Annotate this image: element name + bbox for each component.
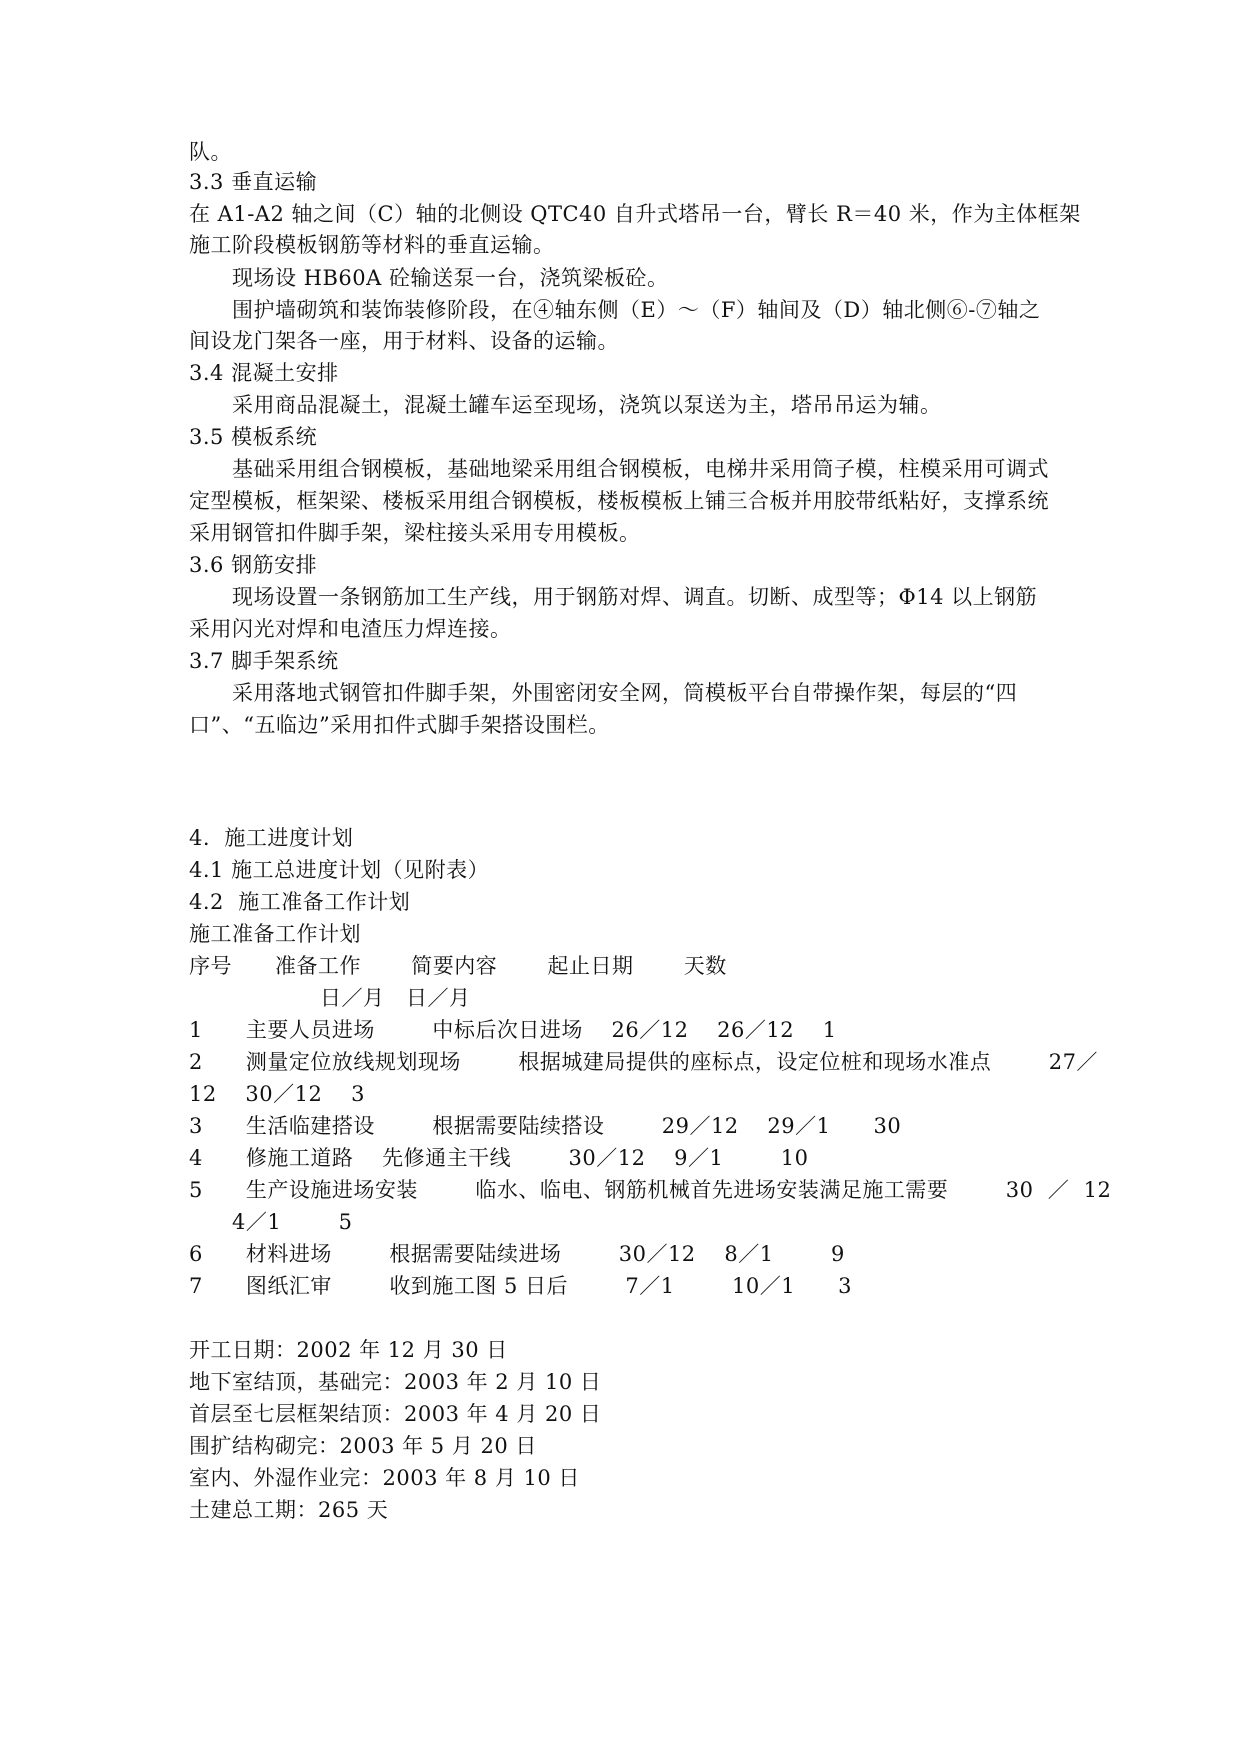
milestone-total-duration: 土建总工期：265 天 — [189, 1498, 389, 1522]
paragraph-3-5-line-2: 定型模板，框架梁、楼板采用组合钢模板，楼板模板上铺三合板并用胶带纸粘好，支撑系统 — [189, 489, 1049, 513]
table-row: 3 生活临建搭设 根据需要陆续搭设 29／12 29／1 30 — [189, 1114, 902, 1138]
paragraph-gantry-line-1: 围护墙砌筑和装饰装修阶段，在④轴东侧（E）～（F）轴间及（D）轴北侧⑥-⑦轴之 — [232, 298, 1041, 322]
paragraph-3-3-line-2: 施工阶段模板钢筋等材料的垂直运输。 — [189, 233, 555, 257]
table-row: 7 图纸汇审 收到施工图 5 日后 7／1 10／1 3 — [189, 1274, 853, 1298]
milestone-frame: 首层至七层框架结顶：2003 年 4 月 20 日 — [189, 1402, 602, 1426]
milestone-start-date: 开工日期：2002 年 12 月 30 日 — [189, 1338, 508, 1362]
paragraph-3-4: 采用商品混凝土，混凝土罐车运至现场，浇筑以泵送为主，塔吊吊运为辅。 — [232, 393, 942, 417]
table-row: 2 测量定位放线规划现场 根据城建局提供的座标点，设定位桩和现场水准点 27／ — [189, 1050, 1098, 1074]
milestone-wet-work: 室内、外湿作业完：2003 年 8 月 10 日 — [189, 1466, 580, 1490]
paragraph-3-5-line-1: 基础采用组合钢模板，基础地梁采用组合钢模板，电梯井采用筒子模，柱模采用可调式 — [232, 457, 1049, 481]
table-row-continuation: 4／1 5 — [232, 1210, 353, 1234]
text-line-dui: 队。 — [189, 140, 232, 164]
paragraph-gantry-line-2: 间设龙门架各一座，用于材料、设备的运输。 — [189, 329, 619, 353]
paragraph-3-6-line-1: 现场设置一条钢筋加工生产线，用于钢筋对焊、调直。切断、成型等；Φ14 以上钢筋 — [232, 585, 1038, 609]
table-header: 序号 准备工作 简要内容 起止日期 天数 — [189, 954, 727, 978]
milestone-enclosure: 围扩结构砌完：2003 年 5 月 20 日 — [189, 1434, 537, 1458]
heading-3-7: 3.7 脚手架系统 — [189, 649, 339, 673]
milestone-basement: 地下室结顶，基础完：2003 年 2 月 10 日 — [189, 1370, 602, 1394]
table-row: 4 修施工道路 先修通主干线 30／12 9／1 10 — [189, 1146, 809, 1170]
table-row: 1 主要人员进场 中标后次日进场 26／12 26／12 1 — [189, 1018, 837, 1042]
table-row: 6 材料进场 根据需要陆续进场 30／12 8／1 9 — [189, 1242, 845, 1266]
paragraph-3-7-line-2: 口”、“五临边”采用扣件式脚手架搭设围栏。 — [189, 713, 610, 737]
heading-3-3: 3.3 垂直运输 — [189, 170, 318, 194]
paragraph-3-3-line-1: 在 A1-A2 轴之间（C）轴的北侧设 QTC40 自升式塔吊一台，臂长 R＝40 米，作为主体框架 — [189, 202, 1081, 226]
paragraph-3-6-line-2: 采用闪光对焊和电渣压力焊连接。 — [189, 617, 512, 641]
paragraph-3-7-line-1: 采用落地式钢管扣件脚手架，外围密闭安全网，筒模板平台自带操作架，每层的“四 — [232, 681, 1018, 705]
table-row-continuation: 12 30／12 3 — [189, 1082, 365, 1106]
heading-4-1: 4.1 施工总进度计划（见附表） — [189, 858, 490, 882]
heading-4-2: 4.2 施工准备工作计划 — [189, 890, 411, 914]
heading-3-4: 3.4 混凝土安排 — [189, 361, 339, 385]
heading-4: 4. 施工进度计划 — [189, 826, 354, 850]
paragraph-pump: 现场设 HB60A 砼输送泵一台，浇筑梁板砼。 — [232, 266, 669, 290]
table-row: 5 生产设施进场安装 临水、临电、钢筋机械首先进场安装满足施工需要 30 ／ 12 — [189, 1178, 1112, 1202]
paragraph-3-5-line-3: 采用钢管扣件脚手架，梁柱接头采用专用模板。 — [189, 521, 641, 545]
heading-3-6: 3.6 钢筋安排 — [189, 553, 318, 577]
table-title: 施工准备工作计划 — [189, 922, 361, 946]
heading-3-5: 3.5 模板系统 — [189, 425, 318, 449]
table-subheader: 日／月 日／月 — [320, 986, 471, 1010]
